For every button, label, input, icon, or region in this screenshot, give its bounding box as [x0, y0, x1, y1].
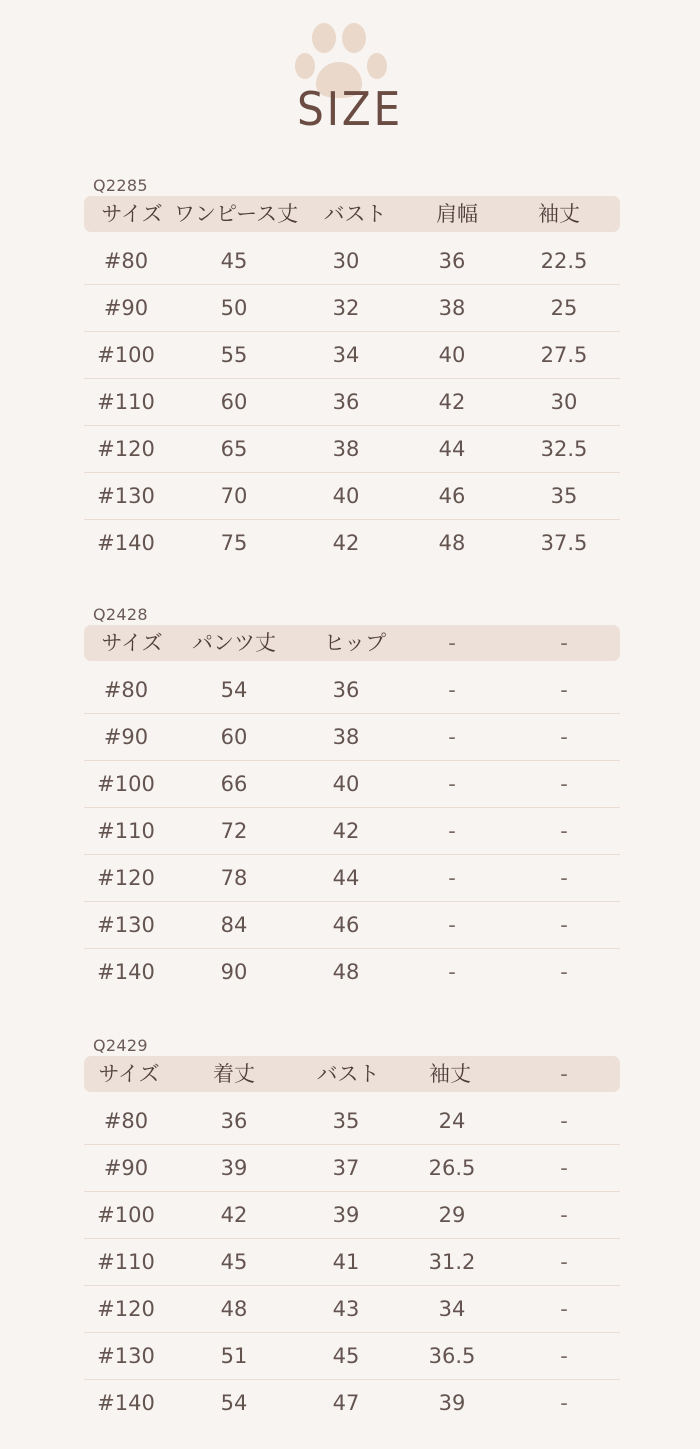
value-cell: 44 [438, 437, 466, 461]
size-cell: #100 [97, 343, 155, 367]
value-cell: 45 [220, 249, 248, 273]
value-cell: 38 [438, 296, 466, 320]
table-row [84, 855, 620, 902]
value-cell: 35 [332, 1109, 360, 1133]
value-cell: - [448, 772, 456, 796]
size-cell: #140 [97, 531, 155, 555]
value-cell: 40 [438, 343, 466, 367]
table-row [84, 285, 620, 332]
size-cell: #90 [103, 296, 149, 320]
product-code: Q2429 [93, 1036, 148, 1055]
table-row [84, 714, 620, 761]
size-cell: #140 [97, 1391, 155, 1415]
value-cell: 54 [220, 678, 248, 702]
size-cell: #80 [103, 1109, 149, 1133]
value-cell: 54 [220, 1391, 248, 1415]
value-cell: 42 [438, 390, 466, 414]
value-cell: 41 [332, 1250, 360, 1274]
page-header [0, 0, 700, 150]
value-cell: - [560, 678, 568, 702]
value-cell: 25 [550, 296, 578, 320]
value-cell: 39 [332, 1203, 360, 1227]
value-cell: 32.5 [540, 437, 588, 461]
table-row [84, 667, 620, 714]
header-empty: - [560, 1062, 568, 1086]
header-sleeve: 袖丈 [429, 1062, 471, 1086]
value-cell: 65 [220, 437, 248, 461]
size-cell: #110 [97, 390, 155, 414]
value-cell: 26.5 [428, 1156, 476, 1180]
header-empty: - [560, 631, 568, 655]
header-bust: バスト [316, 1062, 380, 1086]
value-cell: - [560, 866, 568, 890]
header-sleeve: 袖丈 [538, 202, 580, 226]
value-cell: 84 [220, 913, 248, 937]
header-size: サイズ [101, 631, 163, 655]
table-row [84, 426, 620, 473]
value-cell: - [560, 1203, 568, 1227]
value-cell: 31.2 [428, 1250, 476, 1274]
value-cell: 75 [220, 531, 248, 555]
value-cell: - [560, 960, 568, 984]
size-cell: #110 [97, 819, 155, 843]
size-cell: #100 [97, 1203, 155, 1227]
size-cell: #130 [97, 913, 155, 937]
header-size: サイズ [98, 1062, 160, 1086]
value-cell: 37 [332, 1156, 360, 1180]
value-cell: 47 [332, 1391, 360, 1415]
value-cell: 29 [438, 1203, 466, 1227]
value-cell: 39 [220, 1156, 248, 1180]
size-cell: #90 [103, 1156, 149, 1180]
table-row [84, 332, 620, 379]
value-cell: - [448, 960, 456, 984]
size-cell: #110 [97, 1250, 155, 1274]
value-cell: 90 [220, 960, 248, 984]
table-row [84, 808, 620, 855]
value-cell: - [560, 725, 568, 749]
table-row [84, 238, 620, 285]
value-cell: - [448, 725, 456, 749]
table-row [84, 1286, 620, 1333]
value-cell: - [560, 1156, 568, 1180]
size-cell: #90 [103, 725, 149, 749]
value-cell: 40 [332, 484, 360, 508]
size-cell: #80 [103, 249, 149, 273]
table-row [84, 1239, 620, 1286]
size-cell: #130 [97, 1344, 155, 1368]
value-cell: 38 [332, 437, 360, 461]
value-cell: 34 [438, 1297, 466, 1321]
value-cell: 35 [550, 484, 578, 508]
value-cell: 48 [220, 1297, 248, 1321]
header-bust: バスト [323, 202, 387, 226]
value-cell: 39 [438, 1391, 466, 1415]
value-cell: 55 [220, 343, 248, 367]
value-cell: 60 [220, 390, 248, 414]
value-cell: 45 [332, 1344, 360, 1368]
value-cell: 78 [220, 866, 248, 890]
table-header-bar [84, 625, 620, 661]
table-row [84, 520, 620, 567]
value-cell: 66 [220, 772, 248, 796]
header-length: 着丈 [213, 1062, 255, 1086]
value-cell: 48 [438, 531, 466, 555]
value-cell: 42 [332, 819, 360, 843]
size-cell: #130 [97, 484, 155, 508]
table-rows [84, 238, 620, 567]
value-cell: 70 [220, 484, 248, 508]
value-cell: 60 [220, 725, 248, 749]
value-cell: 46 [438, 484, 466, 508]
value-cell: 46 [332, 913, 360, 937]
table-row [84, 473, 620, 520]
value-cell: - [560, 1344, 568, 1368]
value-cell: - [560, 819, 568, 843]
table-row [84, 902, 620, 949]
value-cell: 36 [332, 390, 360, 414]
value-cell: 36 [332, 678, 360, 702]
value-cell: - [560, 1297, 568, 1321]
value-cell: - [560, 772, 568, 796]
table-header-bar [84, 1056, 620, 1092]
header-pants-length: パンツ丈 [192, 631, 276, 655]
size-cell: #120 [97, 866, 155, 890]
value-cell: - [560, 1109, 568, 1133]
value-cell: 51 [220, 1344, 248, 1368]
value-cell: 34 [332, 343, 360, 367]
value-cell: 24 [438, 1109, 466, 1133]
table-rows [84, 667, 620, 996]
value-cell: 48 [332, 960, 360, 984]
product-code: Q2428 [93, 605, 148, 624]
value-cell: 36 [220, 1109, 248, 1133]
size-cell: #120 [97, 437, 155, 461]
value-cell: 42 [332, 531, 360, 555]
value-cell: 27.5 [540, 343, 588, 367]
value-cell: 43 [332, 1297, 360, 1321]
value-cell: 37.5 [540, 531, 588, 555]
size-cell: #120 [97, 1297, 155, 1321]
value-cell: 32 [332, 296, 360, 320]
size-cell: #140 [97, 960, 155, 984]
header-dress-length: ワンピース丈 [174, 202, 299, 226]
table-row [84, 1145, 620, 1192]
value-cell: - [448, 866, 456, 890]
value-cell: 45 [220, 1250, 248, 1274]
value-cell: 42 [220, 1203, 248, 1227]
page-title: SIZE [296, 82, 404, 136]
table-row [84, 1192, 620, 1239]
value-cell: - [448, 678, 456, 702]
value-cell: 44 [332, 866, 360, 890]
header-hip: ヒップ [323, 631, 387, 655]
value-cell: - [560, 1250, 568, 1274]
size-cell: #80 [103, 678, 149, 702]
size-cell: #100 [97, 772, 155, 796]
table-row [84, 1333, 620, 1380]
value-cell: 36 [438, 249, 466, 273]
product-code: Q2285 [93, 176, 148, 195]
table-row [84, 761, 620, 808]
table-row [84, 1380, 620, 1427]
value-cell: 38 [332, 725, 360, 749]
value-cell: 40 [332, 772, 360, 796]
value-cell: 36.5 [428, 1344, 476, 1368]
header-shoulder: 肩幅 [436, 202, 478, 226]
value-cell: 30 [550, 390, 578, 414]
table-row [84, 379, 620, 426]
value-cell: 22.5 [540, 249, 588, 273]
table-row [84, 1098, 620, 1145]
table-rows [84, 1098, 620, 1427]
header-size: サイズ [101, 202, 163, 226]
table-header-bar [84, 196, 620, 232]
value-cell: - [448, 913, 456, 937]
value-cell: - [560, 913, 568, 937]
table-row [84, 949, 620, 996]
value-cell: 72 [220, 819, 248, 843]
value-cell: 50 [220, 296, 248, 320]
header-empty: - [448, 631, 456, 655]
value-cell: - [560, 1391, 568, 1415]
value-cell: 30 [332, 249, 360, 273]
value-cell: - [448, 819, 456, 843]
